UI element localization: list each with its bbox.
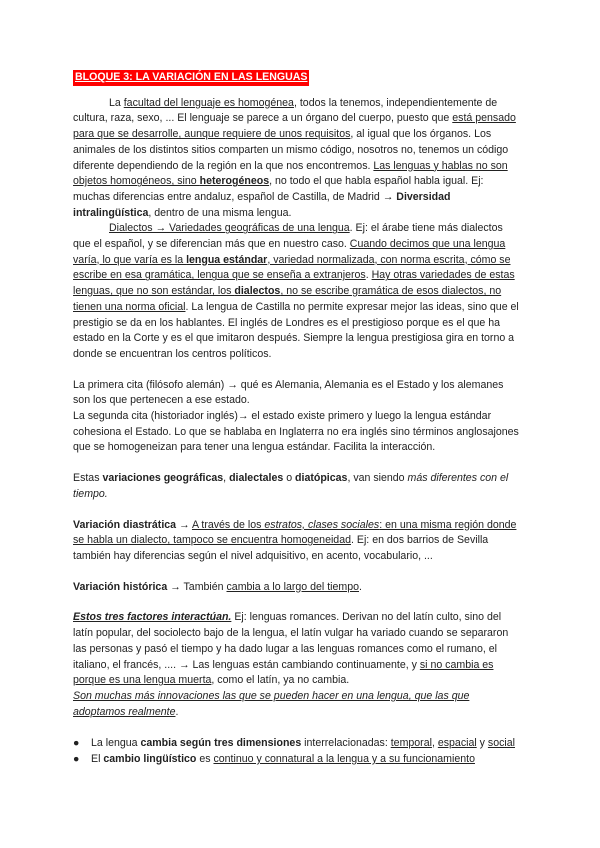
paragraph-factores: Estos tres factores interactúan. Ej: lenguas romances. Derivan no del latín culto, sino del latín popular, del sociolecto bajo de la lengua, el latín vulgar ha variado cuando se separaron las personas y pasó el tiempo y ha dado lugar a las lenguas romances como el rumano, el italiano, el francés, .... → Las lenguas están cambiando continuamente, y si no cambia es porque es una lengua muerta, como el latín, ya no cambia. <box>73 611 509 687</box>
paragraph-segunda-cita: La segunda cita (historiador inglés)→ el estado existe primero y luego la lengua estándar cohesiona el Estado. Lo que se hablaba en Inglaterra no era inglés sino términos anglosajones que se homogeneizan para tener una lengua estándar. Facilita la interacción. <box>73 410 519 454</box>
bullet-icon: ● <box>73 753 80 766</box>
list-item: ● El cambio lingüístico es continuo y connatural a la lengua y a su funcionamiento <box>91 752 521 768</box>
paragraph-dialectos: Dialectos → Variedades geográficas de una lengua. Ej: el árabe tiene más dialectos que el español, y se diferencian más que en nuestro caso. Cuando decimos que una lengua varía, lo que varía es la lengua estándar, variedad normalizada, con norma escrita, cómo se escribe en esa gramática, lengua que se enseña a extranjeros. Hay otras variedades de estas lenguas, que no son estándar, los dialectos, no se escribe gramática de esos dialectos, no tienen una norma oficial. La lengua de Castilla no permite expresar mejor las ideas, sino que el prestigio se da en los hablantes. El inglés de Londres es el prestigioso porque es el que ha estado en la Corte y es el que imitaron después. Siempre la lengua prestigiosa gira en torno a donde se encuentran los centros políticos. <box>73 222 519 360</box>
list-item: ● La lengua cambia según tres dimensiones interrelacionadas: temporal, espacial y social <box>91 736 521 752</box>
paragraph-diastratica: Variación diastrática → A través de los estratos, clases sociales: en una misma región donde se habla un dialecto, tampoco se encuentra homogeneidad. Ej: en dos barrios de Sevilla también hay diferencias según el nivel adquisitivo, en acento, vocabulario, ... <box>73 518 517 562</box>
paragraph-facultad: La facultad del lenguaje es homogénea, todos la tenemos, independientemente de cultura, raza, sexo, ... El lenguaje se parece a un órgano del cuerpo, puesto que está pensado para que se desarrolle, aunque requiere de unos requisitos, al igual que los órganos. Los animales de los distintos sitios comparten un mismo código, nosotros no, tenemos un código diferente dependiendo de la región en la que nos encontremos. Las lenguas y hablas no son objetos homogéneos, sino heterogéneos, no todo el que habla español habla igual. Ej: muchas diferencias entre andaluz, español de Castilla, de Madrid → Diversidad intralingüística, dentro de una misma lengua. <box>73 96 516 219</box>
bullet-icon: ● <box>73 737 80 750</box>
paragraph-variaciones: Estas variaciones geográficas, dialectales o diatópicas, van siendo más diferentes con el tiempo. <box>73 472 509 500</box>
document-page <box>73 70 521 768</box>
paragraph-historica: Variación histórica → También cambia a lo largo del tiempo. <box>73 580 362 593</box>
bullet-list <box>73 736 521 767</box>
paragraph-primera-cita: La primera cita (filósofo alemán) → qué es Alemania, Alemania es el Estado y los alemanes son los que pertenecen a ese estado. <box>73 378 504 407</box>
paragraph-innovaciones: Son muchas más innovaciones las que se pueden hacer en una lengua, que las que adoptamos realmente. <box>73 689 470 718</box>
section-title: BLOQUE 3: LA VARIACIÓN EN LAS LENGUAS <box>73 70 309 86</box>
